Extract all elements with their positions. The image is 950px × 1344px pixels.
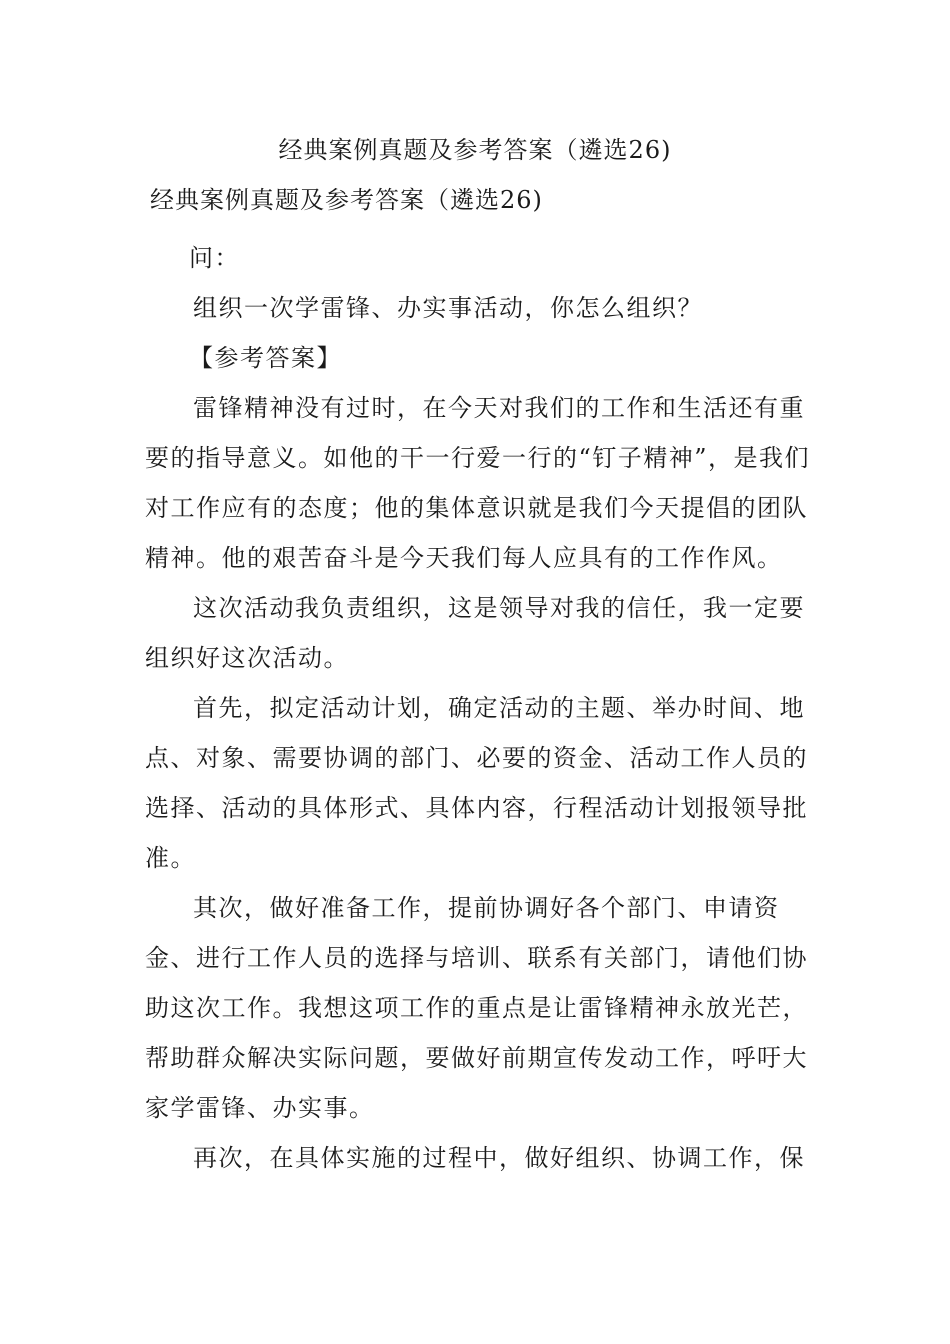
answer-paragraph: 雷锋精神没有过时，在今天对我们的工作和生活还有重要的指导意义。如他的干一行爱一行的“钉子精神”，是我们对工作应有的态度；他的集体意识就是我们今天提倡的团队精神。他的艰苦奋斗是今天我们每人应具有的工作作风。: [145, 394, 811, 572]
question-text: 组织一次学雷锋、办实事活动，你怎么组织？: [193, 294, 703, 322]
answer-label: 【参考答案】: [189, 344, 342, 372]
question-label: 问：: [189, 244, 240, 272]
answer-paragraph: 这次活动我负责组织，这是领导对我的信任，我一定要组织好这次活动。: [145, 594, 805, 672]
answer-paragraph: 再次，在具体实施的过程中，做好组织、协调工作，保: [193, 1144, 805, 1172]
document-body: [145, 233, 825, 1183]
document-subtitle: 经典案例真题及参考答案（遴选26): [150, 186, 543, 214]
document-title: 经典案例真题及参考答案（遴选26): [278, 136, 672, 164]
answer-paragraph: 其次，做好准备工作，提前协调好各个部门、申请资金、进行工作人员的选择与培训、联系有关部门，请他们协助这次工作。我想这项工作的重点是让雷锋精神永放光芒，帮助群众解决实际问题，要做好前期宣传发动工作，呼吁大家学雷锋、办实事。: [145, 894, 808, 1122]
answer-paragraph: 首先，拟定活动计划，确定活动的主题、举办时间、地点、对象、需要协调的部门、必要的资金、活动工作人员的选择、活动的具体形式、具体内容，行程活动计划报领导批准。: [145, 694, 808, 872]
